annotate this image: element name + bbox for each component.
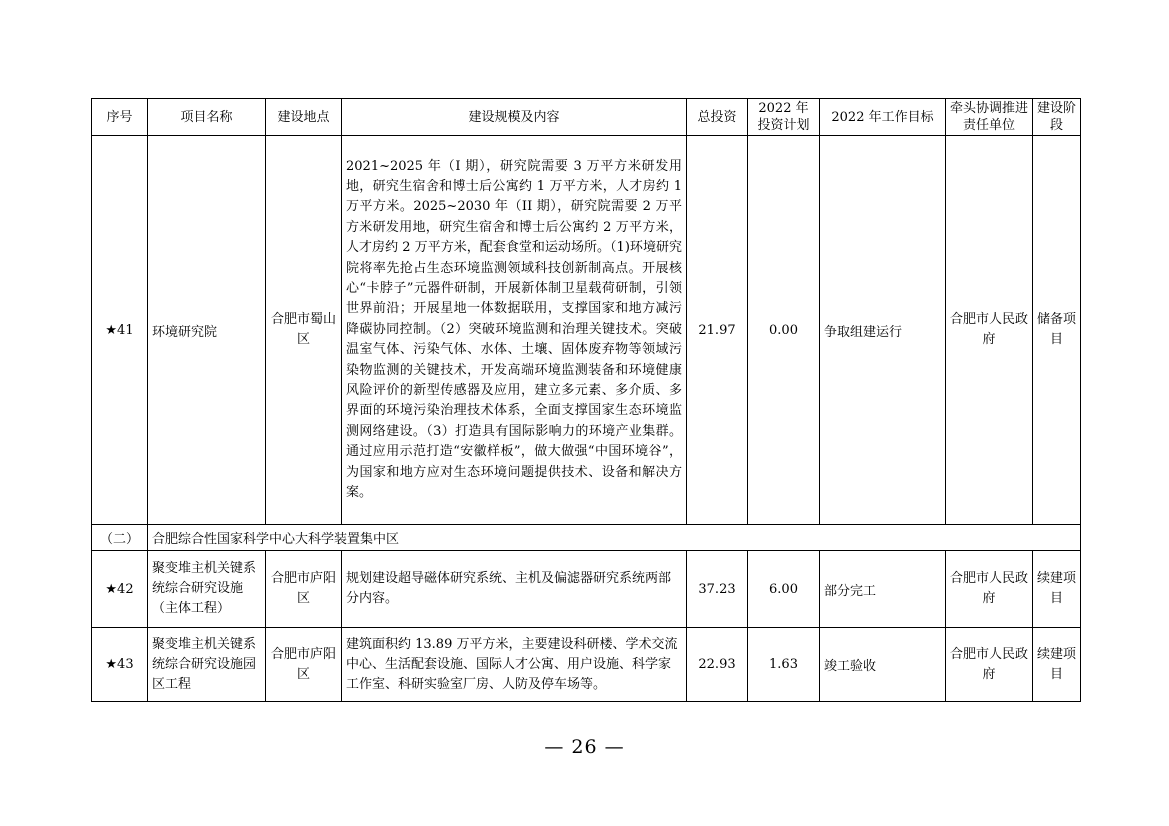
header-seq: 序号	[92, 99, 148, 136]
row-name: 环境研究院	[148, 136, 266, 525]
row-content: 2021~2025 年（I 期），研究院需要 3 万平方米研发用地，研究生宿舍和博士后公寓约 1 万平方米，人才房约 1 万平方米。2025~2030 年（II 期），研究院需要 2 万平方米研发用地，研究生宿舍和博士后公寓约 2 万平方米，人才房约 2 万平方米，配套食堂和运动场所。（1)环境研究院将率先抢占生态环境监测领域科技创新制高点。开展核心“卡脖子”元器件研制，开展新体制卫星载荷研制，引领世界前沿；开展星地一体数据联用，支撑国家和地方减污降碳协同控制。（2）突破环境监测和治理关键技术。突破温室气体、污染气体、水体、土壤、固体废弃物等领域污染物监测的关键技术，开发高端环境监测装备和环境健康风险评价的新型传感器及应用，建立多元素、多介质、多界面的环境污染治理技术体系，全面支撑国家生态环境监测网络建设。（3）打造具有国际影响力的环境产业集群。通过应用示范打造“安徽样板”，做大做强“中国环境谷”，为国家和地方应对生态环境问题提供技术、设备和解决方案。	[342, 136, 687, 525]
row-plan: 0.00	[748, 136, 820, 525]
row-name: 聚变堆主机关键系统综合研究设施（主体工程）	[148, 551, 266, 628]
row-plan: 6.00	[748, 551, 820, 628]
row-stage: 续建项目	[1033, 551, 1081, 628]
project-table	[91, 98, 1081, 702]
header-plan-2022: 2022 年投资计划	[748, 99, 820, 136]
row-stage: 储备项目	[1033, 136, 1081, 525]
row-name: 聚变堆主机关键系统综合研究设施园区工程	[148, 628, 266, 702]
row-location: 合肥市庐阳区	[266, 551, 342, 628]
row-seq: ★42	[92, 551, 148, 628]
table-row	[92, 628, 1081, 702]
section-row	[92, 525, 1081, 551]
row-unit: 合肥市人民政府	[946, 136, 1033, 525]
row-location: 合肥市蜀山区	[266, 136, 342, 525]
row-stage: 续建项目	[1033, 628, 1081, 702]
row-content: 建筑面积约 13.89 万平方米，主要建设科研楼、学术交流中心、生活配套设施、国际人才公寓、用户设施、科学家工作室、科研实验室厂房、人防及停车场等。	[342, 628, 687, 702]
row-location: 合肥市庐阳区	[266, 628, 342, 702]
row-seq: ★41	[92, 136, 148, 525]
row-investment: 21.97	[687, 136, 748, 525]
row-target: 部分完工	[820, 551, 946, 628]
row-plan: 1.63	[748, 628, 820, 702]
header-investment: 总投资	[687, 99, 748, 136]
header-name: 项目名称	[148, 99, 266, 136]
header-content: 建设规模及内容	[342, 99, 687, 136]
row-target: 争取组建运行	[820, 136, 946, 525]
header-row	[92, 99, 1081, 136]
row-unit: 合肥市人民政府	[946, 628, 1033, 702]
row-content: 规划建设超导磁体研究系统、主机及偏滤器研究系统两部分内容。	[342, 551, 687, 628]
row-seq: ★43	[92, 628, 148, 702]
row-unit: 合肥市人民政府	[946, 551, 1033, 628]
page-number: — 26 —	[544, 736, 625, 758]
header-location: 建设地点	[266, 99, 342, 136]
section-label: （二）	[92, 525, 148, 551]
row-target: 竣工验收	[820, 628, 946, 702]
header-target-2022: 2022 年工作目标	[820, 99, 946, 136]
row-investment: 37.23	[687, 551, 748, 628]
table-row	[92, 551, 1081, 628]
row-investment: 22.93	[687, 628, 748, 702]
section-title: 合肥综合性国家科学中心大科学装置集中区	[148, 525, 1081, 551]
table-row	[92, 136, 1081, 525]
header-stage: 建设阶段	[1033, 99, 1081, 136]
header-unit: 牵头协调推进责任单位	[946, 99, 1033, 136]
